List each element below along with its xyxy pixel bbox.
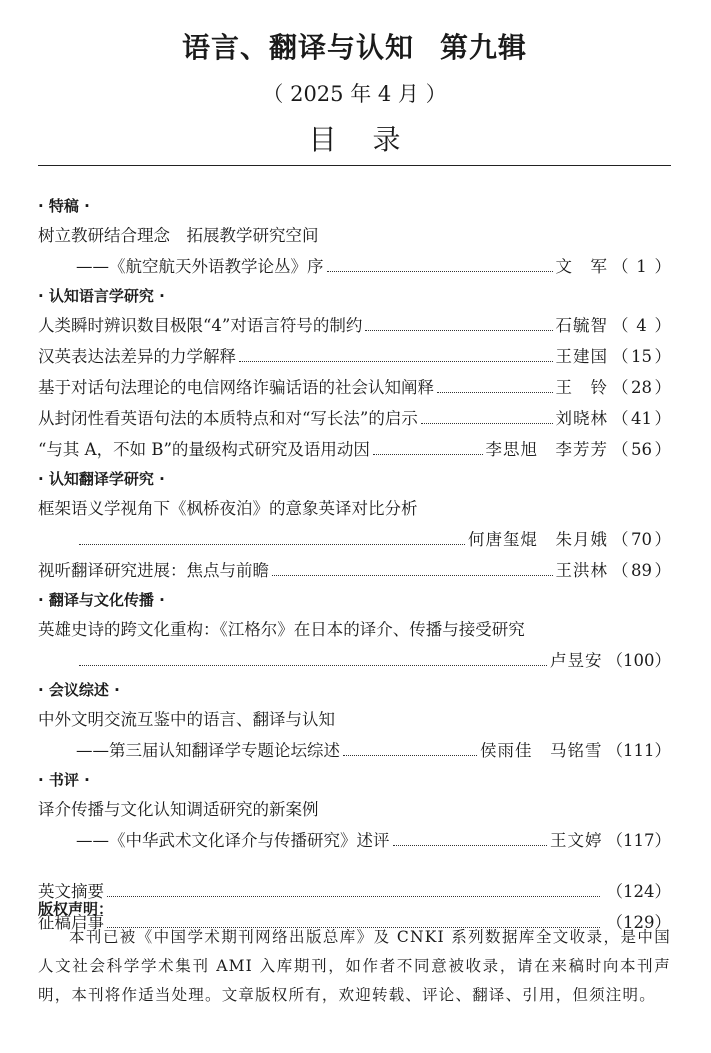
entry-author: 刘晓林 (555, 409, 608, 428)
entry-title: ——第三届认知翻译学专题论坛综述 (76, 741, 340, 760)
spacer (38, 856, 671, 876)
dot-leader (79, 544, 465, 545)
copyright-body: 本刊已被《中国学术期刊网络出版总库》及 CNKI 系列数据库全文收录，是中国人文社会科学学术集刊 AMI 入库期刊，如作者不同意被收录，请在来稿时向本刊声明，本刊将作适当处理。文章版权所有，欢迎转载、评论、翻译、引用，但须注明。 (38, 928, 671, 1004)
entry-page: （ 28 ） (612, 372, 671, 403)
issue-date: （ 2025 年 4 月 ） (262, 82, 447, 106)
dot-leader (373, 454, 483, 455)
entry-title[interactable]: 译介传播与文化认知调适研究的新案例 (38, 800, 319, 819)
page-number: 4 (636, 316, 647, 335)
table-of-contents (38, 192, 671, 938)
entry-author: 文 军 (555, 257, 608, 276)
page-number: 28 (631, 378, 652, 397)
page-number: 15 (631, 347, 652, 366)
toc-entry-line[interactable] (38, 372, 671, 403)
toc-entry-line[interactable] (38, 434, 671, 465)
entry-title: 视听翻译研究进展：焦点与前瞻 (38, 561, 269, 580)
page-number: 56 (631, 440, 652, 459)
toc-entry-line[interactable] (38, 310, 671, 341)
toc-page (38, 0, 671, 1053)
entry-title: “与其 A，不如 B”的量级构式研究及语用动因 (38, 440, 370, 459)
entry-author: 石毓智 (555, 316, 608, 335)
entry-author: 王洪林 (555, 561, 608, 580)
entry-title[interactable]: 英雄史诗的跨文化重构：《江格尔》在日本的译介、传播与接受研究 (38, 620, 525, 639)
journal-name: 语言、翻译与认知 (181, 31, 414, 64)
toc-entry-line[interactable] (38, 341, 671, 372)
entry-title: 人类瞬时辨识数目极限“4”对语言符号的制约 (38, 316, 363, 335)
page-number: 117 (623, 831, 655, 850)
dot-leader (239, 361, 553, 362)
entry-author: 王 铃 (555, 378, 608, 397)
dot-leader (343, 755, 477, 756)
toc-entry-line[interactable] (38, 524, 671, 555)
entry-title[interactable]: 框架语义学视角下《枫桥夜泊》的意象英译对比分析 (38, 499, 418, 518)
entry-page: （ 89 ） (612, 555, 671, 586)
journal-title (38, 26, 671, 66)
entry-title: 基于对话句法理论的电信网络诈骗话语的社会认知阐释 (38, 378, 434, 397)
section-heading: · 会议综述 · (38, 681, 120, 699)
page-number: 100 (623, 651, 655, 670)
toc-entry-line[interactable] (38, 825, 671, 856)
section-heading: · 特稿 · (38, 197, 90, 215)
section-heading: · 认知翻译学研究 · (38, 470, 165, 488)
dot-leader (365, 330, 552, 331)
entry-page: （129） (607, 907, 672, 938)
dot-leader (421, 423, 553, 424)
entry-page: （100） (607, 645, 672, 676)
entry-title: 从封闭性看英语句法的本质特点和对“写长法”的启示 (38, 409, 418, 428)
page-number: 111 (623, 741, 655, 760)
entry-page: （ 70 ） (612, 524, 671, 555)
toc-entry-line[interactable] (38, 735, 671, 766)
journal-issue: 第九辑 (440, 31, 528, 64)
entry-page: （ 1 ） (612, 251, 671, 282)
entry-page: （ 4 ） (612, 310, 671, 341)
entry-author: 侯雨佳 马铭雪 (480, 741, 603, 760)
entry-title: ——《航空航天外语教学论丛》序 (76, 257, 324, 276)
entry-title: 征稿启事 (38, 913, 104, 932)
section-heading: · 书评 · (38, 771, 90, 789)
entry-page: （124） (607, 876, 672, 907)
header-divider (38, 165, 671, 166)
toc-entry-line[interactable] (38, 251, 671, 282)
contents-heading: 目录 (308, 123, 437, 156)
dot-leader (79, 665, 547, 666)
copyright-notice (38, 895, 671, 1010)
entry-page: （111） (607, 735, 672, 766)
entry-title: 英文摘要 (38, 882, 104, 901)
entry-page: （ 15 ） (612, 341, 671, 372)
entry-page: （ 41 ） (612, 403, 671, 434)
dot-leader (327, 271, 553, 272)
page-number: 1 (636, 257, 647, 276)
entry-author: 王文婷 (550, 831, 603, 850)
copyright-heading: 版权声明： (38, 900, 114, 918)
dot-leader (272, 575, 553, 576)
page-number: 129 (623, 913, 655, 932)
entry-title[interactable]: 中外文明交流互鉴中的语言、翻译与认知 (38, 710, 335, 729)
entry-title[interactable]: 树立教研结合理念 拓展教学研究空间 (38, 226, 319, 245)
entry-author: 卢昱安 (550, 651, 603, 670)
entry-author: 何唐玺焜 朱月娥 (468, 530, 608, 549)
entry-author: 李思旭 李芳芳 (485, 440, 608, 459)
entry-title: 汉英表达法差异的力学解释 (38, 347, 236, 366)
entry-page: （117） (607, 825, 672, 856)
entry-title: ——《中华武术文化译介与传播研究》述评 (76, 831, 390, 850)
section-heading: · 认知语言学研究 · (38, 287, 165, 305)
section-heading: · 翻译与文化传播 · (38, 591, 165, 609)
toc-entry-line[interactable] (38, 403, 671, 434)
dot-leader (393, 845, 548, 846)
toc-entry-line[interactable] (38, 555, 671, 586)
page-number: 89 (631, 561, 652, 580)
page-number: 70 (631, 530, 652, 549)
toc-entry-line[interactable] (38, 645, 671, 676)
entry-page: （ 56 ） (612, 434, 671, 465)
dot-leader (437, 392, 553, 393)
page-number: 124 (623, 882, 655, 901)
entry-author: 王建国 (555, 347, 608, 366)
page-number: 41 (631, 409, 652, 428)
